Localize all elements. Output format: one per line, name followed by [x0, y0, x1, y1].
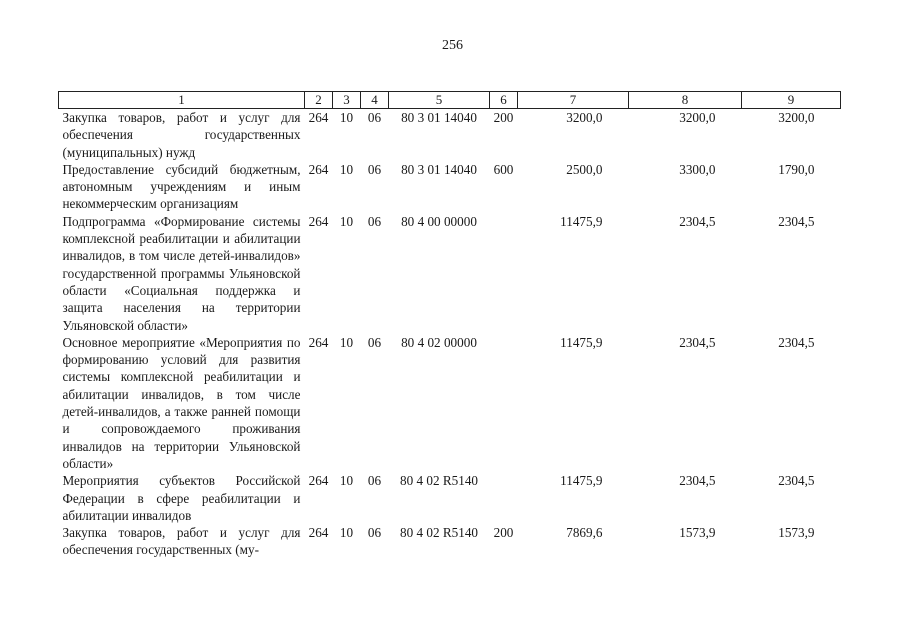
cell-amount-9: 2304,5 [778, 213, 815, 229]
cell-code-3: 10 [339, 213, 354, 229]
cell-code-6: 200 [493, 525, 514, 541]
cell-code-4: 06 [367, 334, 382, 350]
cell-code-5: 80 4 02 00000 [401, 334, 477, 350]
cell-code-4: 06 [367, 161, 382, 177]
row-name: Закупка товаров, работ и услуг для обеспечения государственных (муниципальных) нужд [62, 110, 301, 160]
column-header-5: 5 [389, 92, 490, 109]
column-header-8: 8 [629, 92, 742, 109]
cell-code-6 [490, 472, 518, 524]
cell-code-3: 10 [339, 161, 354, 177]
cell-code-2: 264 [308, 525, 329, 541]
cell-code-4: 06 [367, 473, 382, 489]
column-header-7: 7 [518, 92, 629, 109]
cell-amount-9: 2304,5 [778, 334, 815, 350]
row-name: Мероприятия субъектов Российской Федерации в сфере реабилитации и абилитации инвалидов [62, 473, 301, 523]
cell-code-5: 80 4 02 R5140 [399, 473, 479, 489]
cell-code-3: 10 [339, 110, 354, 125]
cell-code-2: 264 [308, 334, 329, 350]
table-row [59, 334, 841, 472]
cell-amount-8: 2304,5 [679, 213, 716, 229]
row-name: Основное мероприятие «Мероприятия по формированию условий для развития системы комплексной реабилитации и абилитации инвалидов, в том числе детей-инвалидов, а также ранней помощи и сопровождаемого проживания инвалидов на территории Ульяновской области» [62, 334, 301, 471]
table-row [59, 472, 841, 524]
cell-code-6: 600 [493, 161, 514, 177]
table-row [59, 213, 841, 334]
cell-amount-7: 11475,9 [560, 334, 603, 350]
row-name: Предоставление субсидий бюджетным, автономным учреждениям и иным некоммерческим организациям [62, 161, 301, 212]
cell-amount-8: 2304,5 [679, 473, 716, 489]
cell-amount-9: 1790,0 [778, 161, 815, 177]
cell-code-2: 264 [308, 161, 329, 177]
cell-code-2: 264 [308, 110, 329, 125]
cell-code-5: 80 4 02 R5140 [399, 525, 479, 541]
cell-code-3: 10 [339, 525, 354, 541]
cell-code-6 [490, 213, 518, 334]
cell-amount-9: 3200,0 [778, 110, 815, 125]
column-header-6: 6 [490, 92, 518, 109]
cell-amount-8: 3300,0 [679, 161, 716, 177]
cell-amount-9: 2304,5 [778, 473, 815, 489]
row-name: Закупка товаров, работ и услуг для обеспечения государственных (му- [62, 525, 301, 558]
cell-amount-9: 1573,9 [778, 525, 815, 541]
cell-code-2: 264 [308, 473, 329, 489]
cell-amount-7: 3200,0 [566, 110, 603, 125]
cell-code-2: 264 [308, 213, 329, 229]
cell-code-5: 80 4 00 00000 [401, 213, 477, 229]
column-header-4: 4 [361, 92, 389, 109]
cell-code-6 [490, 334, 518, 472]
table-header-row [59, 92, 841, 109]
column-header-3: 3 [333, 92, 361, 109]
table-row [59, 161, 841, 213]
cell-code-4: 06 [367, 525, 382, 541]
cell-amount-7: 11475,9 [560, 213, 603, 229]
cell-code-5: 80 3 01 14040 [401, 161, 477, 177]
column-header-9: 9 [742, 92, 841, 109]
cell-amount-7: 11475,9 [560, 473, 603, 489]
column-header-1: 1 [59, 92, 305, 109]
cell-code-3: 10 [339, 334, 354, 350]
cell-code-3: 10 [339, 473, 354, 489]
cell-amount-7: 7869,6 [566, 525, 603, 541]
budget-table [58, 91, 841, 559]
scan-noise [150, 628, 870, 631]
cell-amount-8: 1573,9 [679, 525, 716, 541]
table-row [59, 109, 841, 161]
cell-code-4: 06 [367, 110, 382, 125]
table-row [59, 524, 841, 559]
cell-code-6: 200 [493, 110, 514, 125]
column-header-2: 2 [305, 92, 333, 109]
cell-amount-8: 2304,5 [679, 334, 716, 350]
row-name: Подпрограмма «Формирование системы комплексной реабилитации и абилитации инвалидов, в том числе детей-инвалидов» государственной программы Ульяновской области «Социальная поддержка и защита населения на территории Ульяновской области» [62, 213, 301, 333]
page-number: 256 [442, 38, 463, 53]
cell-amount-8: 3200,0 [679, 110, 716, 125]
cell-code-4: 06 [367, 213, 382, 229]
cell-amount-7: 2500,0 [566, 161, 603, 177]
cell-code-5: 80 3 01 14040 [401, 110, 477, 125]
